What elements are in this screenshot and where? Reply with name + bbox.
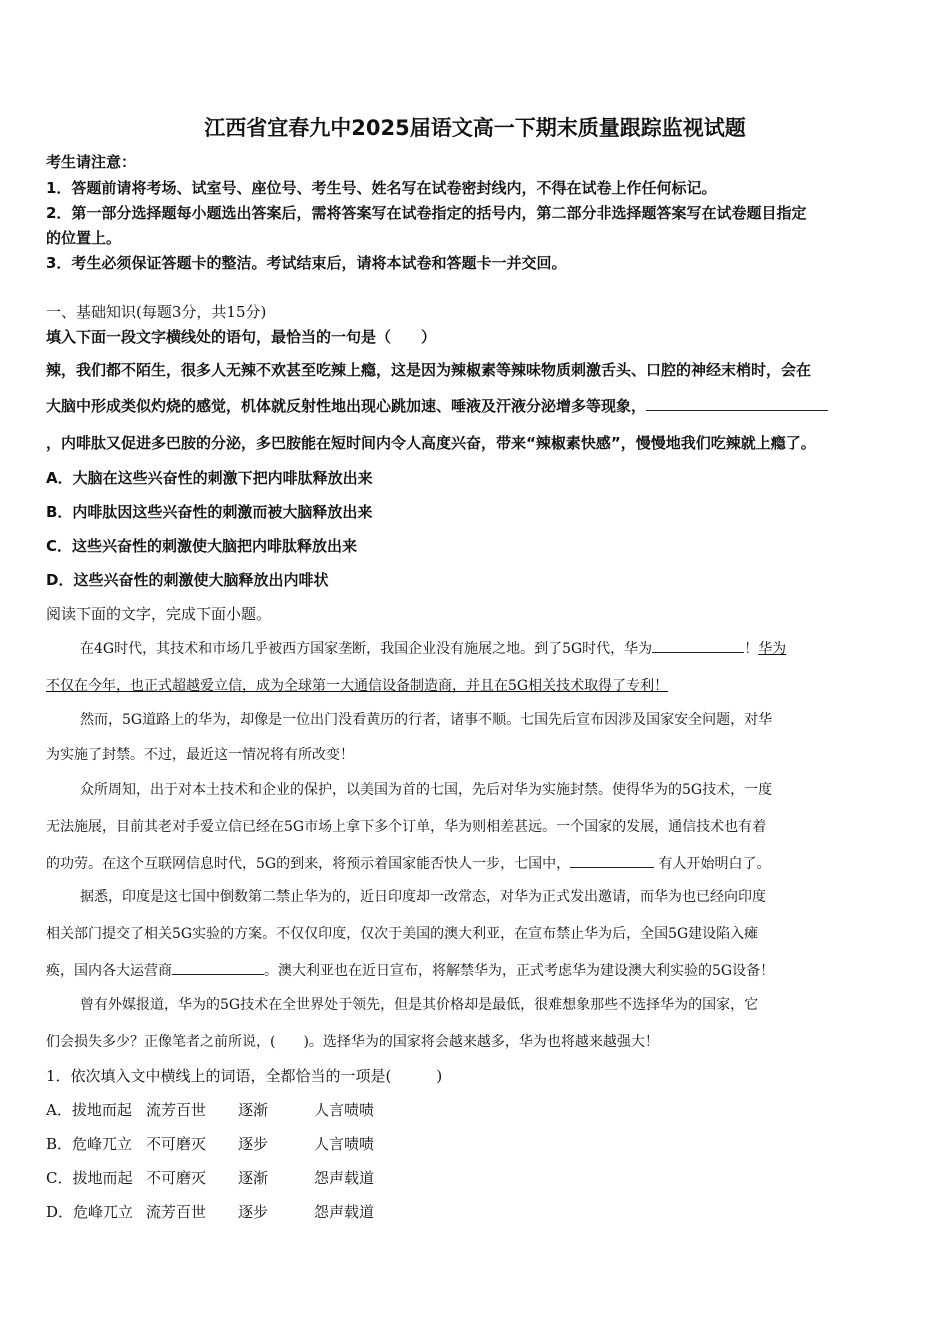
article-line: 无法施展，目前其老对手爱立信已经在5G市场上拿下多个订单，华为则相差甚远。一个国家的发展，通信技术也有着 <box>46 819 767 835</box>
answer-blank <box>646 396 828 411</box>
article-line: 据悉，印度是这七国中倒数第二禁止华为的，近日印度却一改常态，对华为正式发出邀请，而华为也已经向印度 <box>80 889 766 905</box>
option-word: A．拔地而起 <box>46 1101 132 1119</box>
notice-item-3: 3．考生必须保证答题卡的整洁。考试结束后，请将本试卷和答题卡一并交回。 <box>46 254 567 272</box>
option-word: 逐渐 <box>238 1101 269 1119</box>
option-a: A．大脑在这些兴奋性的刺激下把内啡肽释放出来 <box>46 469 373 487</box>
article-line: 为实施了封禁。不过，最近这一情况将有所改变！ <box>46 747 354 763</box>
option-word: C．拔地而起 <box>46 1169 133 1187</box>
notice-item-2: 2．第一部分选择题每小题选出答案后，需将答案写在试卷指定的括号内，第二部分非选择题答案写在试卷题目指定 <box>46 204 807 222</box>
answer-blank <box>172 960 264 975</box>
underlined-sentence: 不仅在今年，也正式超越爱立信，成为全球第一大通信设备制造商，并且在5G相关技术取得了专利！ <box>46 678 669 694</box>
underlined-text: 华为 <box>758 641 787 657</box>
notice-item-1: 1．答题前请将考场、试室号、座位号、考生号、姓名写在试卷密封线内，不得在试卷上作任何标记。 <box>46 179 717 197</box>
article-text: 的功劳。在这个互联网信息时代，5G的到来，将预示着国家能否快人一步，七国中， <box>46 856 571 872</box>
option-word: 怨声载道 <box>314 1169 375 1187</box>
option-word: 逐步 <box>238 1135 269 1153</box>
article-line: 们会损失多少？正像笔者之前所说，( )。选择华为的国家将会越来越多，华为也将越来越强大！ <box>46 1034 659 1050</box>
answer-blank <box>570 853 654 868</box>
option-word: B．危峰兀立 <box>46 1135 133 1153</box>
article-line: 曾有外媒报道，华为的5G技术在全世界处于领先，但是其价格却是最低，很难想象那些不选择华为的国家，它 <box>80 997 759 1013</box>
option-word: D．危峰兀立 <box>46 1203 134 1221</box>
article-line: 众所周知，出于对本土技术和企业的保护，以美国为首的七国，先后对华为实施封禁。使得华为的5G技术，一度 <box>80 782 773 798</box>
option-word: 流芳百世 <box>146 1203 207 1221</box>
option-c: C．这些兴奋性的刺激使大脑把内啡肽释放出来 <box>46 537 358 555</box>
q1-option-c <box>46 1168 374 1188</box>
option-word: 不可磨灭 <box>146 1135 207 1153</box>
option-word: 怨声载道 <box>314 1203 375 1221</box>
notice-heading: 考生请注意： <box>46 153 137 171</box>
option-word: 人言啧啧 <box>314 1101 375 1119</box>
option-word: 不可磨灭 <box>146 1169 207 1187</box>
article-line <box>46 960 774 981</box>
q1-option-b <box>46 1134 374 1154</box>
passage-line: 辣，我们都不陌生，很多人无辣不欢甚至吃辣上瘾，这是因为辣椒素等辣味物质刺激舌头、口腔的神经末梢时，会在 <box>46 361 812 379</box>
passage-line: ，内啡肽又促进多巴胺的分泌，多巴胺能在短时间内令人高度兴奋，带来“辣椒素快感”，慢慢地我们吃辣就上瘾了。 <box>46 434 816 452</box>
article-text: 在4G时代，其技术和市场几乎被西方国家垄断，我国企业没有施展之地。到了5G时代，华为 <box>80 641 653 657</box>
question-stem: 填入下面一段文字横线处的语句，最恰当的一句是（ ） <box>46 328 437 346</box>
option-word: 逐步 <box>238 1203 269 1221</box>
notice-item-2-cont: 的位置上。 <box>46 229 122 247</box>
option-word: 流芳百世 <box>146 1101 207 1119</box>
reading-intro: 阅读下面的文字，完成下面小题。 <box>46 605 272 623</box>
article-line: 相关部门提交了相关5G实验的方案。不仅仅印度，仅次于美国的澳大利亚，在宣布禁止华为后，全国5G建设陷入瘫 <box>46 926 759 942</box>
passage-line <box>46 396 828 416</box>
passage-text: 大脑中形成类似灼烧的感觉，机体就反射性地出现心跳加速、唾液及汗液分泌增多等现象， <box>46 397 647 415</box>
q1-option-a <box>46 1100 374 1120</box>
option-word: 人言啧啧 <box>314 1135 375 1153</box>
option-d: D．这些兴奋性的刺激使大脑释放出内啡状 <box>46 571 329 589</box>
article-text: 痪，国内各大运营商 <box>46 963 172 979</box>
page-title: 江西省宜春九中2025届语文高一下期末质量跟踪监视试题 <box>204 116 746 140</box>
article-line <box>46 853 771 874</box>
article-line: 然而，5G道路上的华为，却像是一位出门没看黄历的行者，诸事不顺。七国先后宣布因涉及国家安全问题，对华 <box>80 712 773 728</box>
article-line <box>80 638 786 659</box>
q1-option-d <box>46 1202 374 1222</box>
answer-blank <box>652 638 744 653</box>
option-b: B．内啡肽因这些兴奋性的刺激而被大脑释放出来 <box>46 503 373 521</box>
question-1-stem: 1．依次填入文中横线上的词语，全都恰当的一项是( ) <box>46 1067 443 1085</box>
article-text: 。澳大利亚也在近日宣布，将解禁华为，正式考虑华为建设澳大利实验的5G设备！ <box>264 963 775 979</box>
section-heading: 一、基础知识(每题3分，共15分) <box>46 303 267 321</box>
article-text: 有人开始明白了。 <box>654 856 771 872</box>
option-word: 逐渐 <box>238 1169 269 1187</box>
article-text: ！ <box>744 641 759 657</box>
